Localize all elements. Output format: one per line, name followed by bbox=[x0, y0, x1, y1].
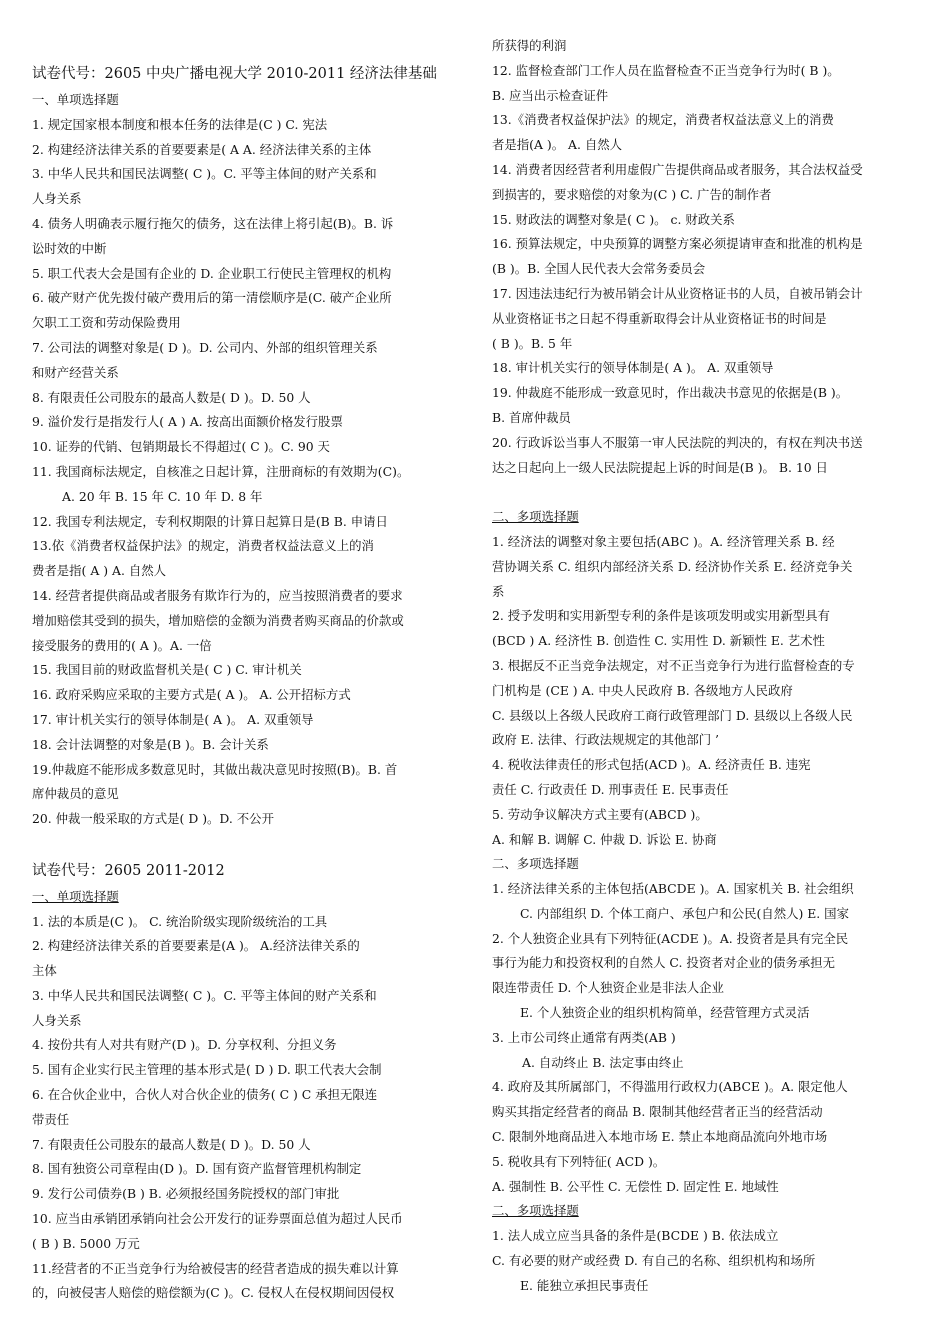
text-line: 从业资格证书之日起不得重新取得会计从业资格证书的时间是 bbox=[492, 310, 827, 326]
text-line: 门机构是 (CE ) A. 中央人民政府 B. 各级地方人民政府 bbox=[492, 682, 793, 698]
text-line: A. 和解 B. 调解 C. 仲裁 D. 诉讼 E. 协商 bbox=[492, 831, 717, 847]
text-line: 二、多项选择题 bbox=[492, 856, 579, 872]
text-line: 8. 有限责任公司股东的最高人数是( D )。D. 50 人 bbox=[32, 389, 311, 405]
text-line: 11. 我国商标法规定，自核准之日起计算，注册商标的有效期为(C)。 bbox=[32, 463, 410, 479]
text-line: 9. 溢价发行是指发行人( A ) A. 按高出面额价格发行股票 bbox=[32, 414, 343, 430]
text-line: 5. 劳动争议解决方式主要有(ABCD )。 bbox=[492, 806, 708, 822]
text-line: 1. 经济法律关系的主体包括(ABCDE )。A. 国家机关 B. 社会组织 bbox=[492, 881, 854, 897]
text-line: 4. 按份共有人对共有财产(D )。D. 分享权利、分担义务 bbox=[32, 1037, 337, 1053]
spacer bbox=[32, 832, 468, 857]
text-line: C. 县级以上各级人民政府工商行政管理部门 D. 县级以上各级人民 bbox=[492, 707, 853, 723]
text-line: 者是指(A )。 A. 自然人 bbox=[492, 137, 623, 153]
text-line: 7. 公司法的调整对象是( D )。D. 公司内、外部的组织管理关系 bbox=[32, 339, 378, 355]
right-column bbox=[492, 34, 928, 1299]
text-line: 17. 因违法违纪行为被吊销会计从业资格证书的人员，自被吊销会计 bbox=[492, 285, 863, 301]
text-line: 12. 监督检查部门工作人员在监督检查不正当竞争行为时( B )。 bbox=[492, 62, 840, 78]
text-line: 5. 国有企业实行民主管理的基本形式是( D ) D. 职工代表大会制 bbox=[32, 1062, 382, 1078]
text-line: B. 首席仲裁员 bbox=[492, 409, 571, 425]
text-line: 所获得的利润 bbox=[492, 38, 567, 53]
text-line: E. 个人独资企业的组织机构简单，经营管理方式灵活 bbox=[520, 1005, 810, 1021]
text-line: 14. 消费者因经营者利用虚假广告提供商品或者服务，其合法权益受 bbox=[492, 161, 863, 177]
text-line: 13.《消费者权益保护法》的规定，消费者权益法意义上的消费 bbox=[492, 112, 834, 128]
text-line: 7. 有限责任公司股东的最高人数是( D )。D. 50 人 bbox=[32, 1136, 311, 1152]
text-line: C. 内部组织 D. 个体工商户、承包户和公民(自然人) E. 国家 bbox=[520, 905, 849, 921]
text-line: 的，向被侵害人赔偿的赔偿额为(C )。C. 侵权人在侵权期间因侵权 bbox=[32, 1285, 395, 1301]
text-line: 欠职工工资和劳动保险费用 bbox=[32, 315, 181, 331]
text-line: 13.依《消费者权益保护法》的规定，消费者权益法意义上的消 bbox=[32, 538, 374, 554]
text-line: 2. 构建经济法律关系的首要要素是( A A. 经济法律关系的主体 bbox=[32, 141, 372, 157]
text-line: 人身关系 bbox=[32, 191, 82, 207]
text-line: 3. 上市公司终止通常有两类(AB ) bbox=[492, 1029, 676, 1045]
text-line: A. 强制性 B. 公平性 C. 无偿性 D. 固定性 E. 地域性 bbox=[492, 1178, 779, 1194]
text-line: 4. 债务人明确表示履行拖欠的债务，这在法律上将引起(B)。B. 诉 bbox=[32, 215, 394, 231]
text-line: 10. 证券的代销、包销期最长不得超过( C )。C. 90 天 bbox=[32, 439, 330, 455]
text-line: 2. 授予发明和实用新型专利的条件是该项发明或实用新型具有 bbox=[492, 608, 830, 624]
text-line: 限连带责任 D. 个人独资企业是非法人企业 bbox=[492, 980, 724, 996]
text-line: 到损害的，要求赔偿的对象为(C ) C. 广告的制作者 bbox=[492, 186, 772, 202]
text-line: 18. 会计法调整的对象是(B )。B. 会计关系 bbox=[32, 736, 269, 752]
text-line: 5. 职工代表大会是国有企业的 D. 企业职工行使民主管理权的机构 bbox=[32, 265, 392, 281]
text-line: 1. 规定国家根本制度和根本任务的法律是(C ) C. 宪法 bbox=[32, 116, 328, 132]
text-line: 带责任 bbox=[32, 1111, 70, 1127]
text-line: C. 有必要的财产或经费 D. 有自己的名称、组织机构和场所 bbox=[492, 1253, 816, 1269]
text-line: 3. 根据反不正当竞争法规定，对不正当竞争行为进行监督检查的专 bbox=[492, 657, 855, 673]
text-line: ( B )。B. 5 年 bbox=[492, 335, 573, 351]
text-line: 达之日起向上一级人民法院提起上诉的时间是(B )。 B. 10 日 bbox=[492, 459, 828, 475]
text-line: 费者是指( A ) A. 自然人 bbox=[32, 563, 166, 579]
left-column bbox=[32, 60, 468, 1306]
text-line: C. 限制外地商品进入本地市场 E. 禁止本地商品流向外地市场 bbox=[492, 1129, 828, 1145]
text-line: 席仲裁员的意见 bbox=[32, 786, 119, 802]
text-line: 5. 税收具有下列特征( ACD )。 bbox=[492, 1153, 666, 1169]
text-line: 4. 税收法律责任的形式包括(ACD )。A. 经济责任 B. 违宪 bbox=[492, 757, 811, 773]
text-line: B. 应当出示检查证件 bbox=[492, 87, 609, 103]
exam-title: 试卷代号：2605 中央广播电视大学 2010-2011 经济法律基础 bbox=[32, 66, 437, 82]
spacer bbox=[492, 480, 928, 505]
section-heading: 二、多项选择题 bbox=[492, 1203, 579, 1219]
text-line: 主体 bbox=[32, 963, 57, 979]
text-line: 16. 预算法规定，中央预算的调整方案必须提请审查和批准的机构是 bbox=[492, 236, 863, 252]
text-line: 2. 个人独资企业具有下列特征(ACDE )。A. 投资者是具有完全民 bbox=[492, 930, 849, 946]
text-line: 1. 法的本质是(C )。 C. 统治阶级实现阶级统治的工具 bbox=[32, 913, 328, 929]
text-line: 9. 发行公司债券(B ) B. 必须报经国务院授权的部门审批 bbox=[32, 1186, 340, 1202]
text-line: 讼时效的中断 bbox=[32, 240, 107, 256]
text-line: 和财产经营关系 bbox=[32, 364, 119, 380]
text-line: A. 20 年 B. 15 年 C. 10 年 D. 8 年 bbox=[62, 488, 263, 504]
text-line: 8. 国有独资公司章程由(D )。D. 国有资产监督管理机构制定 bbox=[32, 1161, 362, 1177]
text-line: (BCD ) A. 经济性 B. 创造性 C. 实用性 D. 新颖性 E. 艺术性 bbox=[492, 633, 825, 649]
text-line: 16. 政府采购应采取的主要方式是( A )。 A. 公开招标方式 bbox=[32, 687, 351, 703]
text-line: ( B ) B. 5000 万元 bbox=[32, 1235, 140, 1251]
text-line: 15. 我国目前的财政监督机关是( C ) C. 审计机关 bbox=[32, 662, 302, 678]
text-line: 责任 C. 行政责任 D. 刑事责任 E. 民事责任 bbox=[492, 781, 729, 797]
text-line: 政府 E. 法律、行政法规规定的其他部门 ’ bbox=[492, 732, 719, 748]
text-line: 11.经营者的不正当竞争行为给被侵害的经营者造成的损失难以计算 bbox=[32, 1260, 399, 1276]
text-line: 1. 经济法的调整对象主要包括(ABC )。A. 经济管理关系 B. 经 bbox=[492, 533, 835, 549]
text-line: 2. 构建经济法律关系的首要要素是(A )。 A.经济法律关系的 bbox=[32, 938, 360, 954]
text-line: 18. 审计机关实行的领导体制是( A )。 A. 双重领导 bbox=[492, 360, 774, 376]
text-line: 3. 中华人民共和国民法调整( C )。C. 平等主体间的财产关系和 bbox=[32, 166, 377, 182]
text-line: 10. 应当由承销团承销向社会公开发行的证券票面总值为超过人民币 bbox=[32, 1211, 403, 1227]
text-line: 15. 财政法的调整对象是( C )。 c. 财政关系 bbox=[492, 211, 735, 227]
text-line: 12. 我国专利法规定，专利权期限的计算日起算日是(B B. 申请日 bbox=[32, 513, 388, 529]
text-line: 事行为能力和投资权利的自然人 C. 投资者对企业的债务承担无 bbox=[492, 955, 836, 971]
text-line: 6. 在合伙企业中，合伙人对合伙企业的债务( C ) C 承担无限连 bbox=[32, 1087, 378, 1103]
section-heading: 二、多项选择题 bbox=[492, 509, 579, 525]
text-line: 一、单项选择题 bbox=[32, 92, 119, 107]
text-line: 购买其指定经营者的商品 B. 限制其他经营者正当的经营活动 bbox=[492, 1104, 823, 1120]
text-line: 增加赔偿其受到的损失，增加赔偿的金额为消费者购买商品的价款或 bbox=[32, 612, 404, 628]
text-line: E. 能独立承担民事责任 bbox=[520, 1277, 649, 1293]
section-heading: 一、单项选择题 bbox=[32, 888, 119, 904]
text-line: 19. 仲裁庭不能形成一致意见时，作出裁决书意见的依据是(B )。 bbox=[492, 385, 849, 401]
text-line: 20. 行政诉讼当事人不服第一审人民法院的判决的，有权在判决书送 bbox=[492, 434, 863, 450]
text-line: 17. 审计机关实行的领导体制是( A )。 A. 双重领导 bbox=[32, 711, 314, 727]
text-line: 营协调关系 C. 组织内部经济关系 D. 经济协作关系 E. 经济竞争关 bbox=[492, 558, 853, 574]
text-line: 1. 法人成立应当具备的条件是(BCDE ) B. 依法成立 bbox=[492, 1228, 779, 1244]
text-line: 人身关系 bbox=[32, 1012, 82, 1028]
text-line: (B )。B. 全国人民代表大会常务委员会 bbox=[492, 261, 706, 277]
text-line: 接受服务的费用的( A )。A. 一倍 bbox=[32, 637, 212, 653]
text-line: 3. 中华人民共和国民法调整( C )。C. 平等主体间的财产关系和 bbox=[32, 987, 377, 1003]
text-line: 20. 仲裁一般采取的方式是( D )。D. 不公开 bbox=[32, 811, 274, 827]
text-line: 19.仲裁庭不能形成多数意见时，其做出裁决意见时按照(B)。B. 首 bbox=[32, 761, 398, 777]
text-line: 6. 破产财产优先拨付破产费用后的第一清偿顺序是(C. 破产企业所 bbox=[32, 290, 392, 306]
text-line: 14. 经营者提供商品或者服务有欺诈行为的，应当按照消费者的要求 bbox=[32, 587, 403, 603]
text-line: 4. 政府及其所属部门，不得滥用行政权力(ABCE )。A. 限定他人 bbox=[492, 1079, 848, 1095]
text-line: A. 自动终止 B. 法定事由终止 bbox=[522, 1054, 684, 1070]
exam-title: 试卷代号：2605 2011-2012 bbox=[32, 862, 225, 879]
text-line: 系 bbox=[492, 583, 505, 599]
